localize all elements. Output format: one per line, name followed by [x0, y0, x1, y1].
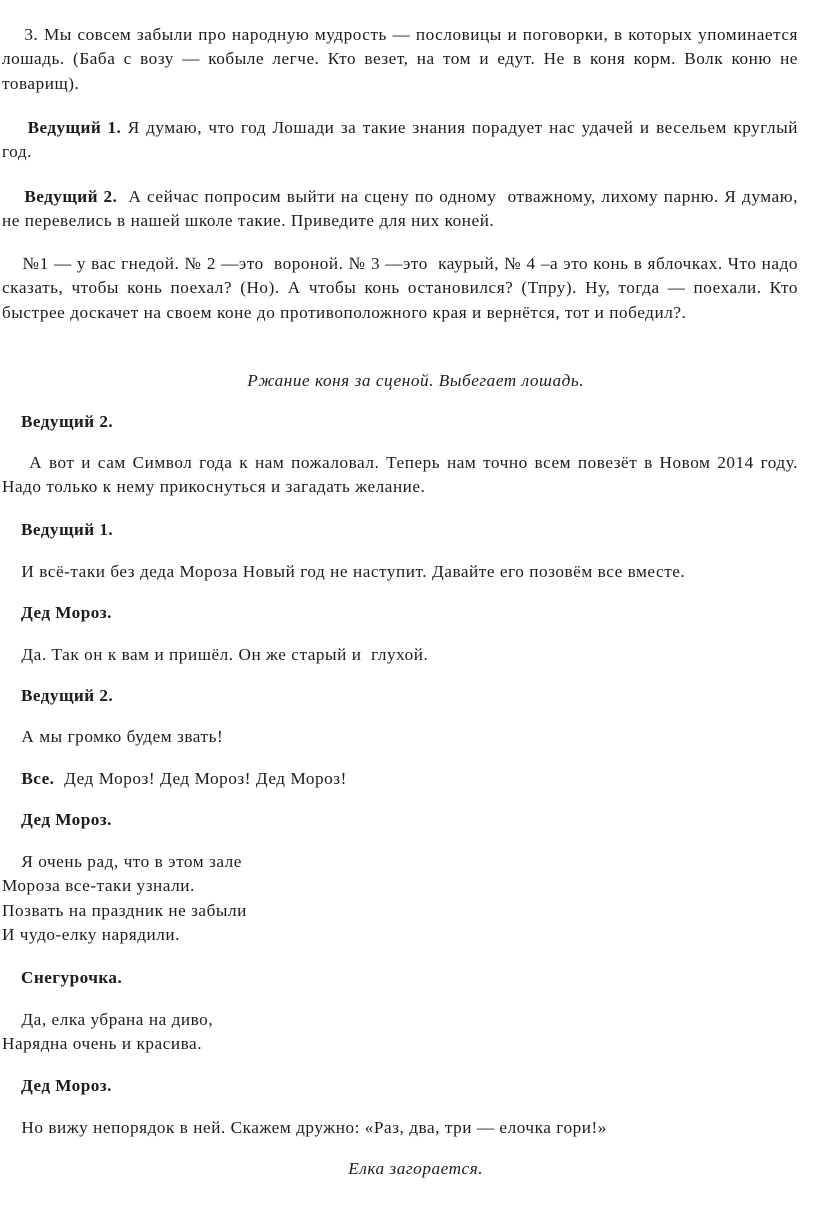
- speaker-label: Ведущий 1.: [21, 519, 114, 539]
- paragraph-text: Дед Мороз! Дед Мороз! Дед Мороз!: [54, 768, 347, 788]
- paragraph-text: Но вижу непорядок в ней. Скажем дружно: «Раз, два, три — елочка гори!»: [21, 1117, 607, 1137]
- speaker-label: Ведущий 2.: [21, 685, 114, 705]
- paragraph-text: Я думаю, что год Лошади за такие знания порадует нас удачей и весельем круглый год.: [2, 117, 803, 162]
- paragraph-text: №1 — у вас гнедой. № 2 —это вороной. № 3 —это каурый, № 4 –а это конь в яблочках. Что надо сказать, чтобы конь поехал? (Но). А чтобы конь остановился? (Тпру). Ну, тогда — поехали. Кто быстрее доскачет на своем коне до противоположного края и вернётся, тот и победил?.: [2, 253, 803, 322]
- speaker-label: Дед Мороз.: [21, 809, 112, 829]
- speaker-label: Все.: [21, 768, 55, 788]
- paragraph-text: 3. Мы совсем забыли про народную мудрость — пословицы и поговорки, в которых упоминается лошадь. (Баба с возу — кобыле легче. Кто везет, на том и едут. Не в коня корм. Волк коню не товарищ).: [2, 24, 803, 93]
- poem-text: Да, елка убрана на диво, Нарядна очень и красива.: [2, 1009, 214, 1054]
- paragraph-text: А мы громко будем звать!: [21, 726, 224, 746]
- speaker-label: Ведущий 2.: [24, 186, 118, 206]
- paragraph-text: Да. Так он к вам и пришёл. Он же старый и глухой.: [21, 644, 429, 664]
- speaker-label: Ведущий 2.: [21, 411, 114, 431]
- stage-text: Ржание коня за сценой. Выбегает лошадь.: [247, 370, 585, 390]
- stage-direction: [6, 1132, 806, 1206]
- stage-text: Елка загорается.: [348, 1158, 484, 1178]
- speaker-label: Дед Мороз.: [21, 602, 112, 622]
- speaker-label: Ведущий 1.: [27, 117, 122, 137]
- paragraph-text: А сейчас попросим выйти на сцену по одному отважному, лихому парню. Я думаю, не перевелись в нашей школе такие. Приведите для них коней.: [2, 186, 803, 231]
- speaker-label: Снегурочка.: [21, 967, 123, 987]
- poem-text: Я очень рад, что в этом зале Мороза все-таки узнали. Позвать на праздник не забыли И чудо-елку нарядили.: [2, 851, 247, 945]
- speaker-label: Дед Мороз.: [21, 1075, 112, 1095]
- paragraph-text: А вот и сам Символ года к нам пожаловал. Теперь нам точно всем повезёт в Новом 2014 году. Надо только к нему прикоснуться и загадать желание.: [2, 452, 803, 497]
- paragraph-text: И всё-таки без деда Мороза Новый год не наступит. Давайте его позовём все вместе.: [21, 561, 686, 581]
- paragraph-horse-race: [2, 227, 803, 350]
